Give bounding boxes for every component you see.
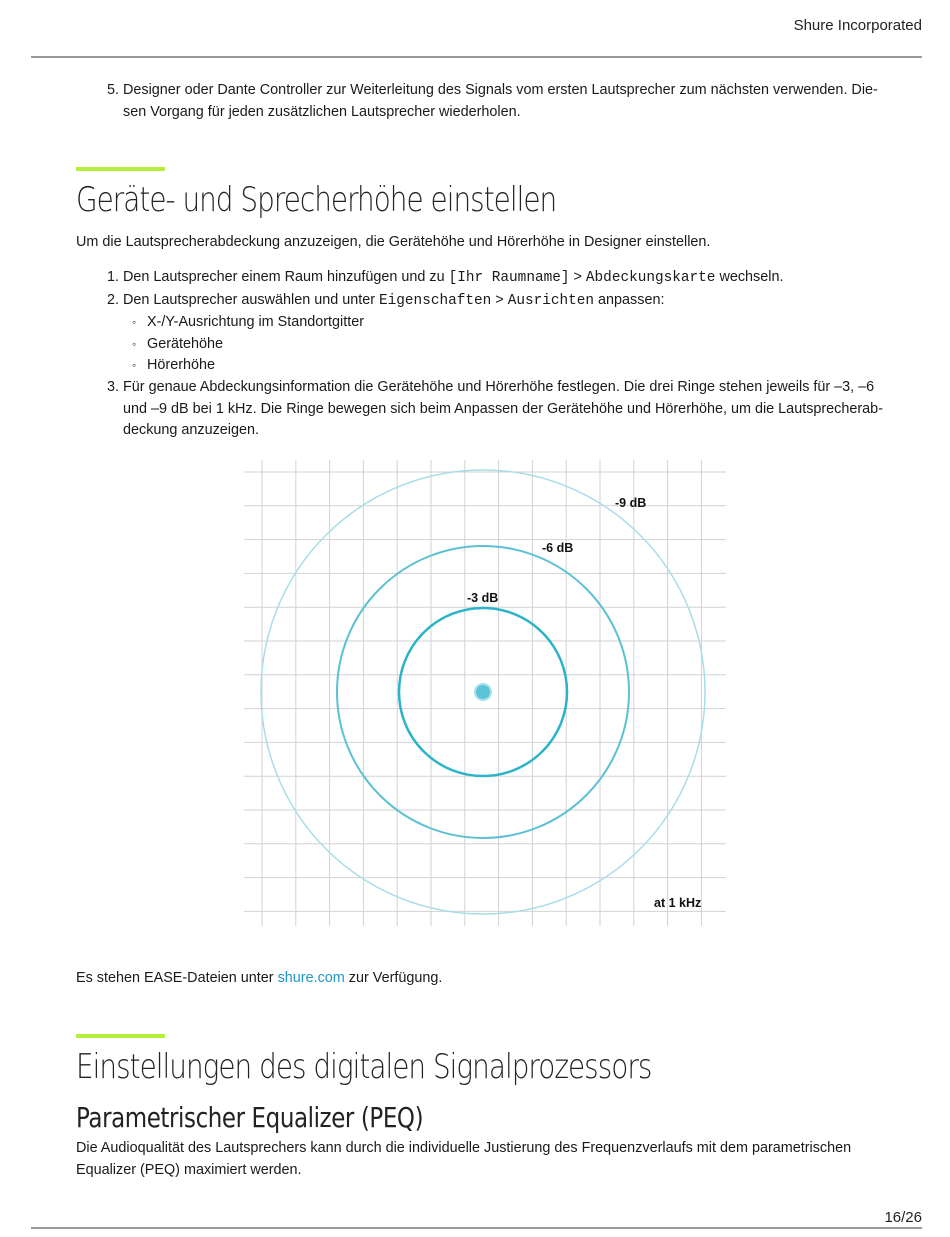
header-company-name: Shure Incorporated bbox=[793, 17, 922, 34]
step-2 bbox=[123, 290, 886, 377]
ui-path-align: Ausrichten bbox=[507, 292, 595, 309]
intro-ordered-list bbox=[76, 80, 886, 123]
section-accent-bar bbox=[76, 167, 165, 171]
section1-steps bbox=[76, 267, 886, 442]
speaker-center-dot bbox=[475, 684, 491, 700]
ease-note-pre: Es stehen EASE-Dateien unter bbox=[76, 970, 278, 986]
section-title: Einstellungen des digitalen Signalprozessors bbox=[76, 1047, 652, 1087]
section-accent-bar bbox=[76, 1034, 165, 1038]
step-1 bbox=[123, 267, 886, 290]
header-rule bbox=[31, 56, 922, 58]
section-device-height bbox=[76, 167, 886, 220]
step-text: Den Lautsprecher auswählen und unter bbox=[123, 291, 380, 308]
ui-path-properties: Eigenschaften bbox=[379, 292, 492, 309]
path-separator: > bbox=[491, 291, 508, 308]
section-title: Geräte- und Sprecherhöhe einstellen bbox=[76, 180, 557, 220]
label-9db: -9 dB bbox=[615, 496, 647, 510]
section1-body bbox=[76, 232, 886, 254]
label-3db: -3 dB bbox=[467, 591, 499, 605]
list-item: 5. Designer oder Dante Controller zur Weiterleitung des Signals vom ersten Lautsprecher zum nächsten verwenden. Diesen Vorgang für jeden zusätzlichen Lautsprecher wiederholen. bbox=[123, 80, 886, 123]
ui-path-room: [Ihr Raumname] bbox=[448, 270, 570, 286]
ui-path-coverage-map: Abdeckungskarte bbox=[585, 270, 716, 286]
subsection-title: Parametrischer Equalizer (PEQ) bbox=[76, 1101, 424, 1134]
ease-note-text bbox=[76, 968, 886, 990]
section-dsp bbox=[76, 1034, 886, 1087]
path-separator: > bbox=[569, 269, 586, 285]
step-text: wechseln. bbox=[715, 269, 784, 285]
label-6db: -6 dB bbox=[542, 541, 574, 555]
steps-list bbox=[76, 267, 886, 442]
coverage-rings-diagram bbox=[244, 460, 726, 926]
label-frequency: at 1 kHz bbox=[654, 896, 702, 910]
peq-description: Die Audioqualität des Lautsprechers kann durch die individuelle Justierung des Frequenzverlaufs mit dem parametrischen Equalizer (PEQ) maximiert werden. bbox=[76, 1140, 852, 1178]
sub-item: ◦ Hörerhöhe bbox=[147, 355, 886, 377]
peq-body bbox=[76, 1138, 886, 1181]
peq-subsection bbox=[76, 1101, 886, 1135]
ease-note bbox=[76, 968, 886, 990]
shure-link[interactable]: shure.com bbox=[277, 970, 345, 986]
step-3: 3. Für genaue Abdeckungsinformation die Gerätehöhe und Hörerhöhe festlegen. Die drei Ringe stehen jeweils für –3, –6 und –9 dB bei 1 kHz. Die Ringe bewegen sich beim Anpassen der Gerätehöhe und Hörerhöhe, um die Lautsprecherabdeckung anzuzeigen. bbox=[123, 377, 886, 442]
coverage-figure bbox=[244, 460, 726, 926]
section-intro: Um die Lautsprecherabdeckung anzuzeigen, die Gerätehöhe und Hörerhöhe in Designer einstellen. bbox=[76, 234, 711, 250]
footer-rule bbox=[31, 1227, 922, 1229]
step-text: Den Lautsprecher einem Raum hinzufügen und zu bbox=[123, 269, 449, 285]
intro-steps bbox=[76, 80, 886, 123]
step-text: anpassen: bbox=[594, 291, 665, 308]
sub-item: ◦ X-/Y-Ausrichtung im Standortgitter bbox=[147, 312, 886, 334]
page-number: 16/26 bbox=[884, 1209, 922, 1226]
sub-item: ◦ Gerätehöhe bbox=[147, 334, 886, 356]
step-2-subitems bbox=[123, 312, 886, 377]
ease-note-post: zur Verfügung. bbox=[344, 970, 443, 986]
